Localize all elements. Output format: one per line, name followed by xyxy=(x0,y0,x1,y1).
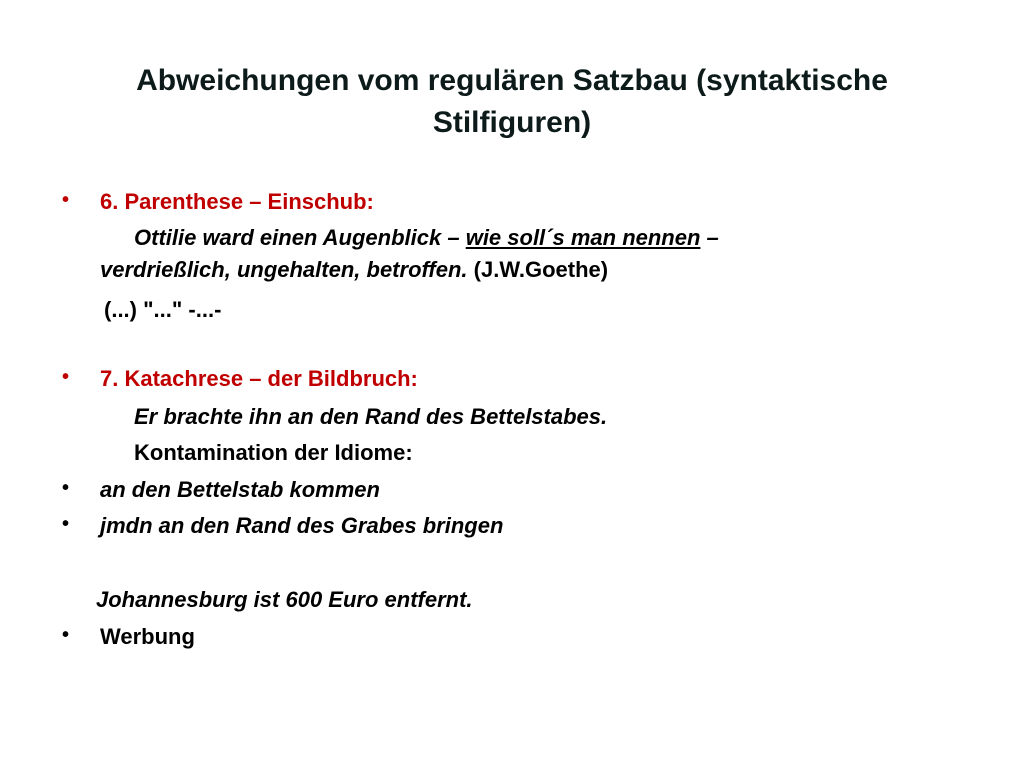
advertising-item: Werbung xyxy=(100,624,195,649)
bullet-icon: • xyxy=(62,189,70,211)
parenthese-example-part1: Ottilie ward einen Augenblick – xyxy=(134,225,466,250)
katachrese-example: Er brachte ihn an den Rand des Bettelstabes. xyxy=(134,404,608,429)
parenthese-example-line1 xyxy=(134,223,719,253)
katachrese-example-2: Johannesburg ist 600 Euro entfernt. xyxy=(96,587,473,612)
parenthese-example-source: (J.W.Goethe) xyxy=(467,257,609,282)
bullet-icon: • xyxy=(62,513,70,535)
section-heading-parenthese: 6. Parenthese – Einschub: xyxy=(100,189,374,214)
parenthese-example-continuation: verdrießlich, ungehalten, betroffen. xyxy=(100,257,468,282)
parenthese-example-line2 xyxy=(100,255,608,285)
parenthese-notation: (...) "..." -...- xyxy=(104,297,222,322)
idiom-item-2: jmdn an den Rand des Grabes bringen xyxy=(100,513,504,538)
contamination-label: Kontamination der Idiome: xyxy=(134,440,413,465)
section-heading-katachrese: 7. Katachrese – der Bildbruch: xyxy=(100,366,418,391)
parenthese-example-part2: – xyxy=(700,225,719,250)
bullet-icon: • xyxy=(62,366,70,388)
parenthese-example-underlined: wie soll´s man nennen xyxy=(465,225,701,250)
bullet-icon: • xyxy=(62,477,70,499)
slide-title: Abweichungen vom regulären Satzbau (syntaktische Stilfiguren) xyxy=(136,64,888,139)
bullet-icon: • xyxy=(62,624,70,646)
idiom-item-1: an den Bettelstab kommen xyxy=(100,477,380,502)
